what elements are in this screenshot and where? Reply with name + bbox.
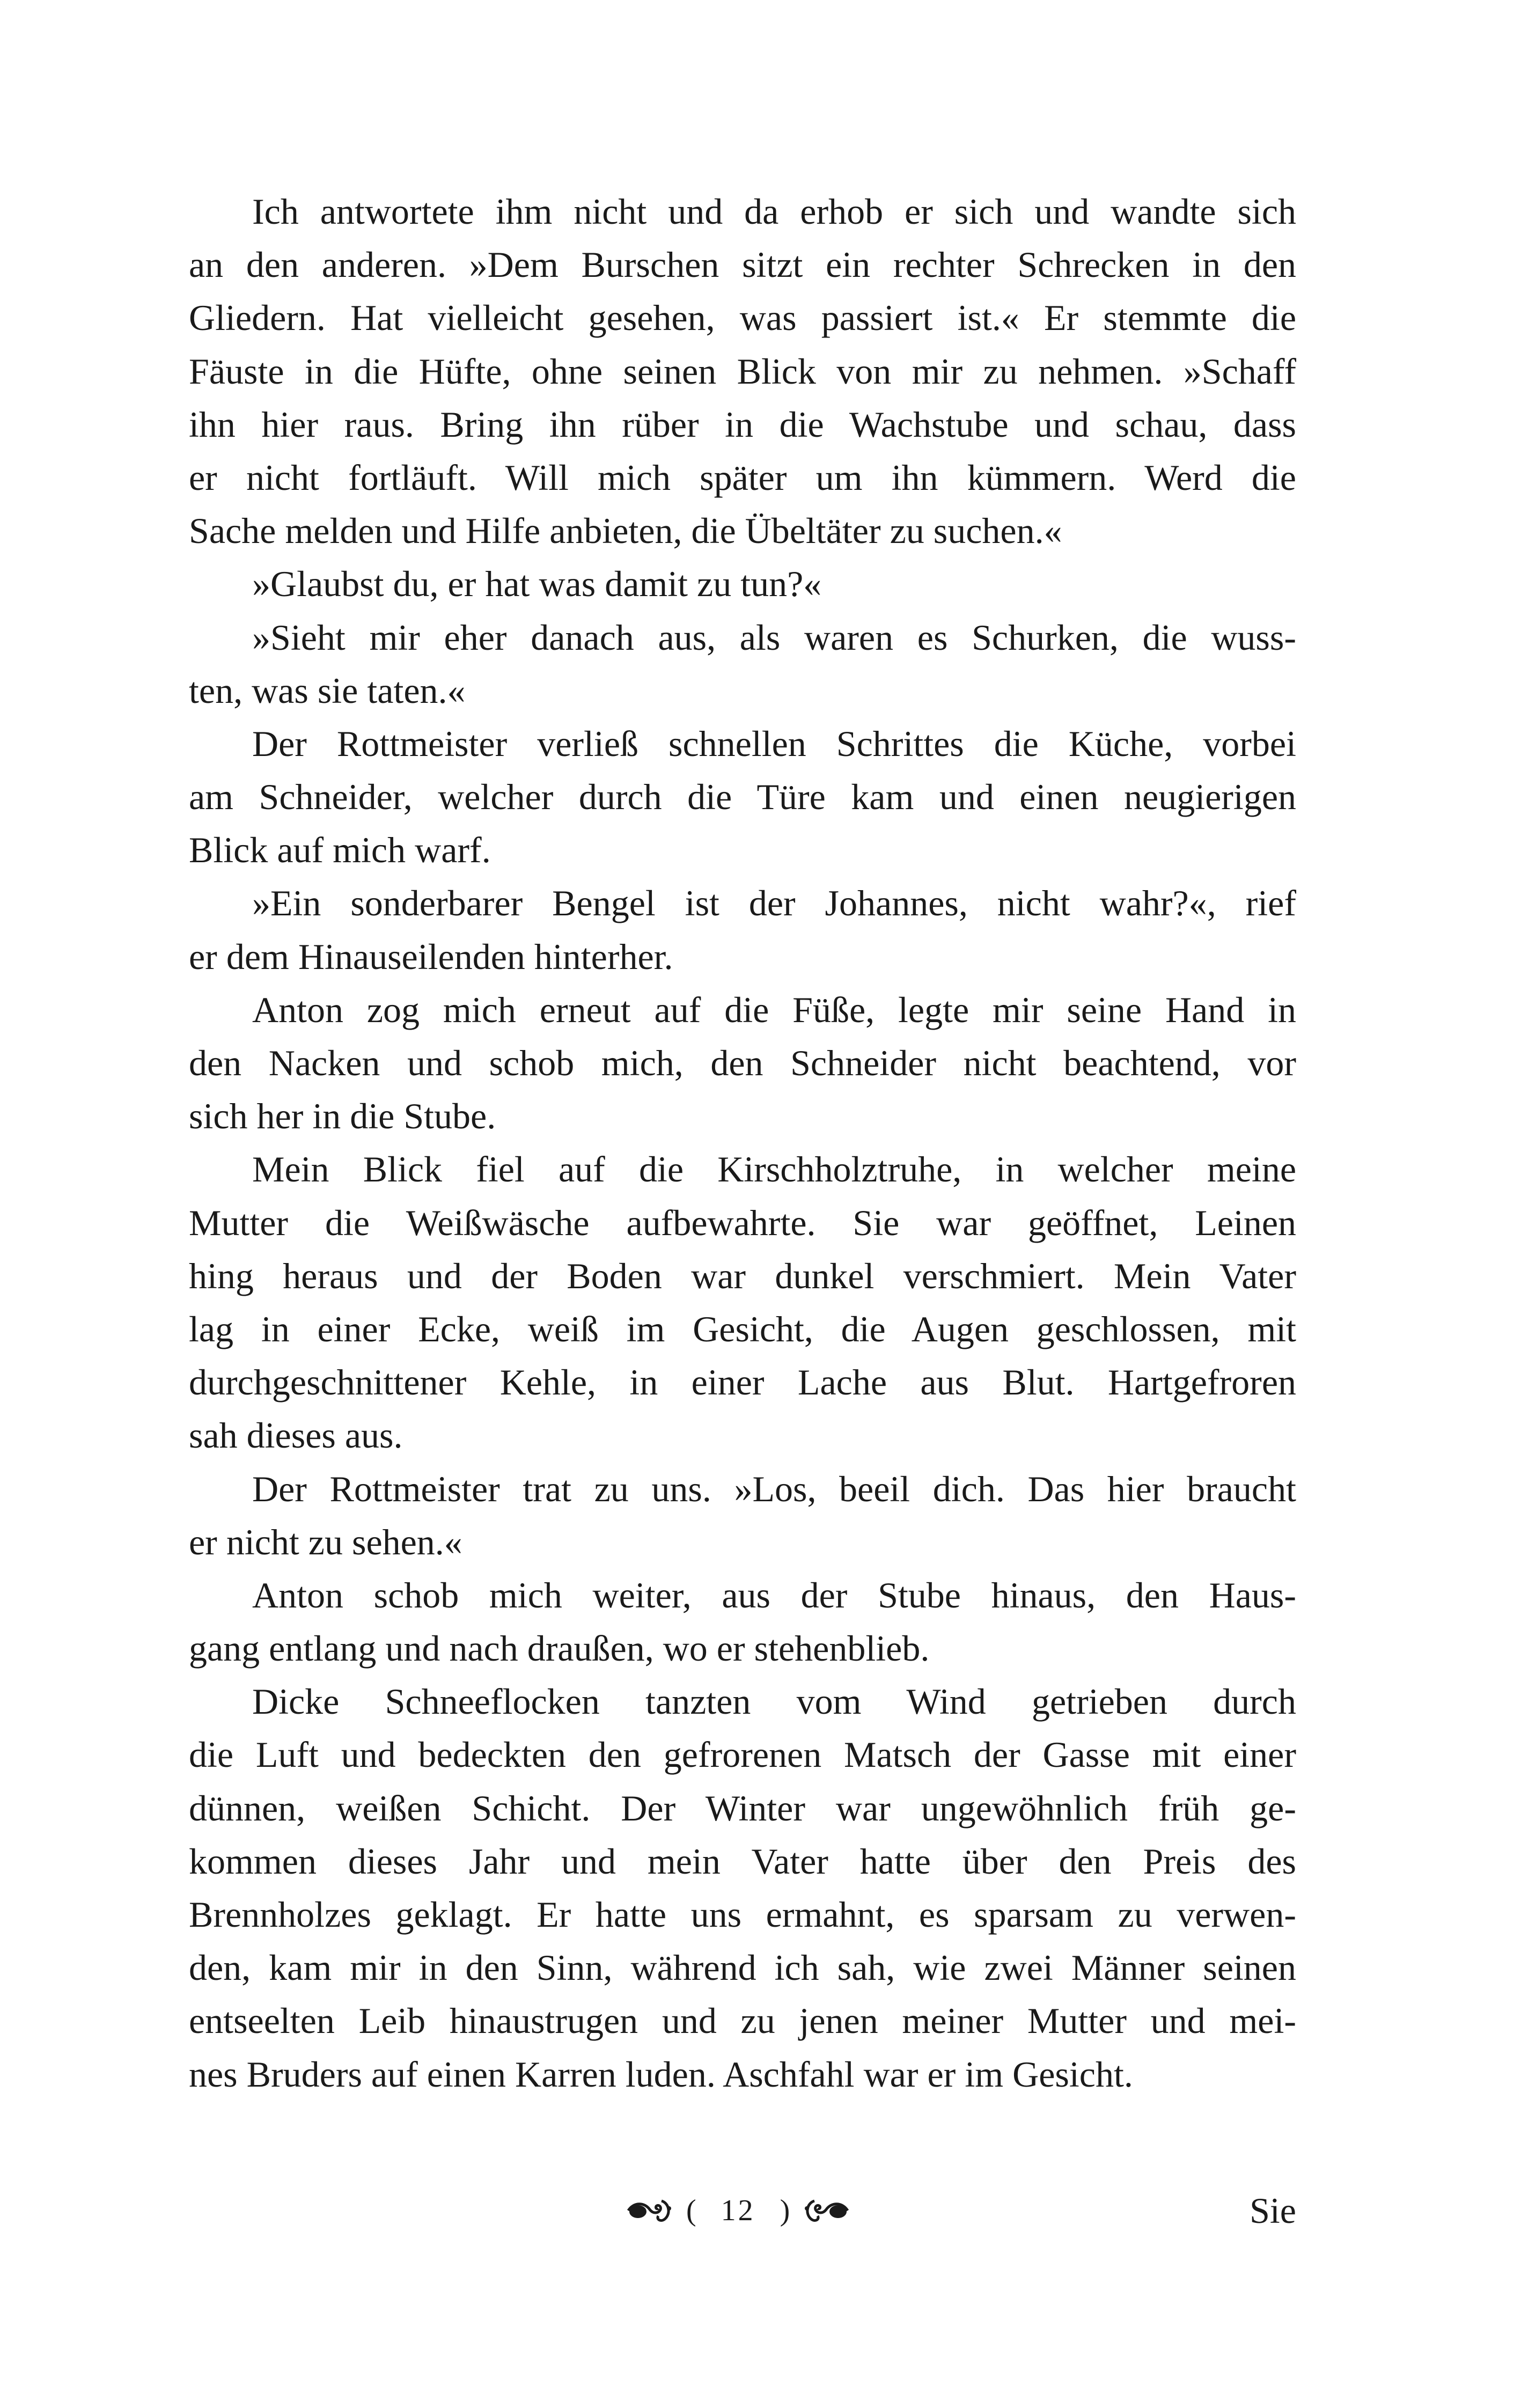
text-line: Der Rottmeister verließ schnellen Schrittes die Küche, vorbei: [252, 723, 1296, 764]
text-line: Anton schob mich weiter, aus der Stube hinaus, den Haus-: [252, 1574, 1296, 1616]
text-line: »Sieht mir eher danach aus, als waren es Schurken, die wuss-: [252, 616, 1296, 658]
text-line: Sache melden und Hilfe anbieten, die Übeltäter zu suchen.«: [189, 510, 1062, 552]
text-line: durchgeschnittener Kehle, in einer Lache aus Blut. Hartgefroren: [189, 1362, 1296, 1403]
text-line: Blick auf mich warf.: [189, 829, 491, 871]
text-line: dünnen, weißen Schicht. Der Winter war ungewöhnlich früh ge-: [189, 1787, 1296, 1829]
text-line: entseelten Leib hinaustrugen und zu jenen meiner Mutter und mei-: [189, 2000, 1296, 2042]
text-line: die Luft und bedeckten den gefrorenen Matsch der Gasse mit einer: [189, 1734, 1296, 1775]
text-line: Dicke Schneeflocken tanzten vom Wind getrieben durch: [252, 1681, 1296, 1722]
fleuron-left-icon: [626, 2198, 678, 2223]
text-line: an den anderen. »Dem Burschen sitzt ein rechter Schrecken in den: [189, 244, 1296, 285]
text-line: hing heraus und der Boden war dunkel verschmiert. Mein Vater: [189, 1255, 1296, 1296]
text-line: sah dieses aus.: [189, 1415, 403, 1456]
text-line: den Nacken und schob mich, den Schneider nicht beachtend, vor: [189, 1043, 1296, 1083]
text-line: den, kam mir in den Sinn, während ich sah, wie zwei Männer seinen: [189, 1947, 1296, 1988]
text-line: am Schneider, welcher durch die Türe kam und einen neugierigen: [189, 776, 1296, 818]
text-line: sich her in die Stube.: [189, 1096, 496, 1137]
folio-open-paren: (: [686, 2194, 696, 2227]
catchword: Sie: [1250, 2190, 1296, 2231]
text-line: »Ein sonderbarer Bengel ist der Johannes, nicht wahr?«, rief: [252, 883, 1296, 924]
text-line: kommen dieses Jahr und mein Vater hatte über den Preis des: [189, 1840, 1296, 1882]
text-line: nes Bruders auf einen Karren luden. Aschfahl war er im Gesicht.: [189, 2053, 1133, 2095]
text-line: Mutter die Weißwäsche aufbewahrte. Sie war geöffnet, Leinen: [189, 1202, 1296, 1243]
page-footer: [0, 2184, 1521, 2237]
text-line: Brennholzes geklagt. Er hatte uns ermahnt, es sparsam zu verwen-: [189, 1894, 1296, 1935]
text-line: lag in einer Ecke, weiß im Gesicht, die Augen geschlossen, mit: [189, 1308, 1296, 1349]
text-line: Gliedern. Hat vielleicht gesehen, was passiert ist.« Er stemmte die: [189, 297, 1296, 339]
text-line: ten, was sie taten.«: [189, 670, 466, 711]
text-line: er nicht zu sehen.«: [189, 1521, 462, 1562]
text-line: er dem Hinauseilenden hinterher.: [189, 936, 673, 977]
text-line: er nicht fortläuft. Will mich später um ihn kümmern. Werd die: [189, 457, 1296, 498]
text-line: Fäuste in die Hüfte, ohne seinen Blick von mir zu nehmen. »Schaff: [189, 350, 1296, 392]
text-line: Anton zog mich erneut auf die Füße, legte mir seine Hand in: [252, 989, 1296, 1030]
folio: [626, 2184, 850, 2237]
folio-close-paren: ): [780, 2194, 790, 2227]
text-line: gang entlang und nach draußen, wo er stehenblieb.: [189, 1628, 930, 1669]
text-line: Der Rottmeister trat zu uns. »Los, beeil dich. Das hier braucht: [252, 1468, 1296, 1509]
fleuron-right-icon: [798, 2198, 850, 2223]
page-number: 12: [721, 2194, 755, 2227]
text-line: Mein Blick fiel auf die Kirschholztruhe, in welcher meine: [252, 1149, 1296, 1190]
body-text: [189, 185, 1296, 2101]
text-line: »Glaubst du, er hat was damit zu tun?«: [252, 563, 822, 605]
text-line: Ich antwortete ihm nicht und da erhob er sich und wandte sich: [252, 191, 1296, 232]
text-line: ihn hier raus. Bring ihn rüber in die Wachstube und schau, dass: [189, 403, 1296, 445]
